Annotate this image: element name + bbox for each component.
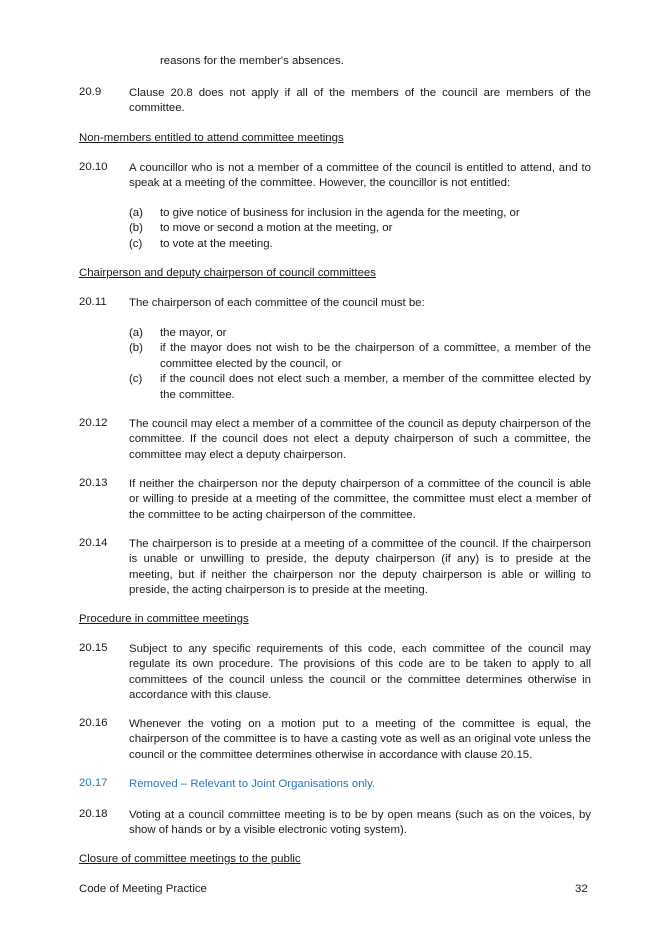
subitem — [129, 341, 591, 372]
subitem-label: (c) — [129, 237, 143, 250]
continuation-text: reasons for the member's absences. — [160, 55, 344, 67]
clause-text: The council may elect a member of a committee of the council as deputy chairperson of the committee. If the council does not elect a deputy chairperson of such a committee, the committee may elect a deputy chairperson. — [129, 418, 591, 461]
clause-text: Removed – Relevant to Joint Organisations only. — [129, 778, 376, 790]
clause-text: The chairperson of each committee of the council must be: — [129, 297, 425, 309]
clause-text: A councillor who is not a member of a committee of the council is entitled to attend, and to speak at a meeting of the committee. However, the councillor is not entitled: — [129, 162, 591, 190]
clause-number: 20.13 — [79, 477, 108, 489]
clause-20-16 — [79, 717, 591, 763]
subitem-label: (a) — [129, 207, 143, 219]
clause-20-13 — [79, 477, 591, 523]
clause-20-10 — [79, 161, 591, 192]
clause-20-11-subitems — [129, 326, 591, 403]
footer-title: Code of Meeting Practice — [79, 883, 207, 895]
clause-number: 20.9 — [79, 86, 102, 98]
page-number: 32 — [575, 883, 588, 895]
clause-number: 20.10 — [79, 161, 108, 173]
clause-20-11 — [79, 296, 591, 311]
subitem-text: if the mayor does not wish to be the chairperson of a committee, a member of the committee elected by the council, or — [160, 342, 591, 370]
clause-text: Whenever the voting on a motion put to a meeting of the committee is equal, the chairperson of the committee is to have a casting vote as well as an original vote unless the council or the committee determines otherwise in accordance with clause 20.15. — [129, 718, 591, 761]
subitem-label: (a) — [129, 327, 143, 339]
heading-non-members: Non-members entitled to attend committee meetings — [79, 132, 344, 144]
clause-number: 20.15 — [79, 642, 108, 654]
clause-text: If neither the chairperson nor the deputy chairperson of a committee of the council is able or willing to preside at a meeting of the committee, the committee must elect a member of the committee to be acting chairperson of the committee. — [129, 478, 591, 521]
clause-number: 20.14 — [79, 537, 108, 549]
subitem-label: (b) — [129, 222, 143, 235]
subitem-text: to move or second a motion at the meeting, or — [160, 222, 393, 235]
clause-number: 20.18 — [79, 808, 108, 820]
clause-text: Clause 20.8 does not apply if all of the members of the council are members of the committee. — [129, 87, 591, 115]
heading-procedure: Procedure in committee meetings — [79, 613, 249, 625]
heading-closure: Closure of committee meetings to the public — [79, 853, 301, 865]
clause-text: Voting at a council committee meeting is to be by open means (such as on the voices, by show of hands or by a visible electronic voting system). — [129, 809, 591, 837]
subitem — [129, 237, 591, 252]
subitem-label: (c) — [129, 373, 143, 386]
subitem-text: to vote at the meeting. — [160, 237, 273, 250]
clause-number: 20.11 — [79, 296, 107, 308]
subitem — [129, 206, 591, 221]
clause-20-17-removed — [79, 777, 591, 792]
subitem-text: to give notice of business for inclusion in the agenda for the meeting, or — [160, 207, 520, 219]
clause-20-15 — [79, 642, 591, 704]
clause-20-14 — [79, 537, 591, 599]
subitem — [129, 326, 591, 341]
subitem — [129, 221, 591, 236]
subitem — [129, 372, 591, 403]
clause-20-12 — [79, 417, 591, 463]
clause-text: The chairperson is to preside at a meeting of a committee of the council. If the chairperson is unable or unwilling to preside, the deputy chairperson (if any) is to preside at the meeting, but if neither the chairperson nor the deputy chairperson is able or willing to preside, the acting chairperson is to preside at the meeting. — [129, 538, 591, 597]
heading-chairperson: Chairperson and deputy chairperson of council committees — [79, 267, 376, 279]
clause-text: Subject to any specific requirements of this code, each committee of the council may regulate its own procedure. The provisions of this code are to be taken to apply to all committees of the council unless the council or the committee determines otherwise in accordance with this clause. — [129, 643, 591, 702]
subitem-text: the mayor, or — [160, 327, 227, 339]
clause-20-10-subitems — [129, 206, 591, 252]
clause-number: 20.16 — [79, 717, 108, 729]
clause-20-9 — [79, 86, 591, 117]
clause-number: 20.12 — [79, 417, 108, 429]
subitem-text: if the council does not elect such a member, a member of the committee elected by the committee. — [160, 373, 591, 401]
clause-20-18 — [79, 808, 591, 839]
subitem-label: (b) — [129, 342, 143, 355]
clause-number: 20.17 — [79, 777, 108, 789]
